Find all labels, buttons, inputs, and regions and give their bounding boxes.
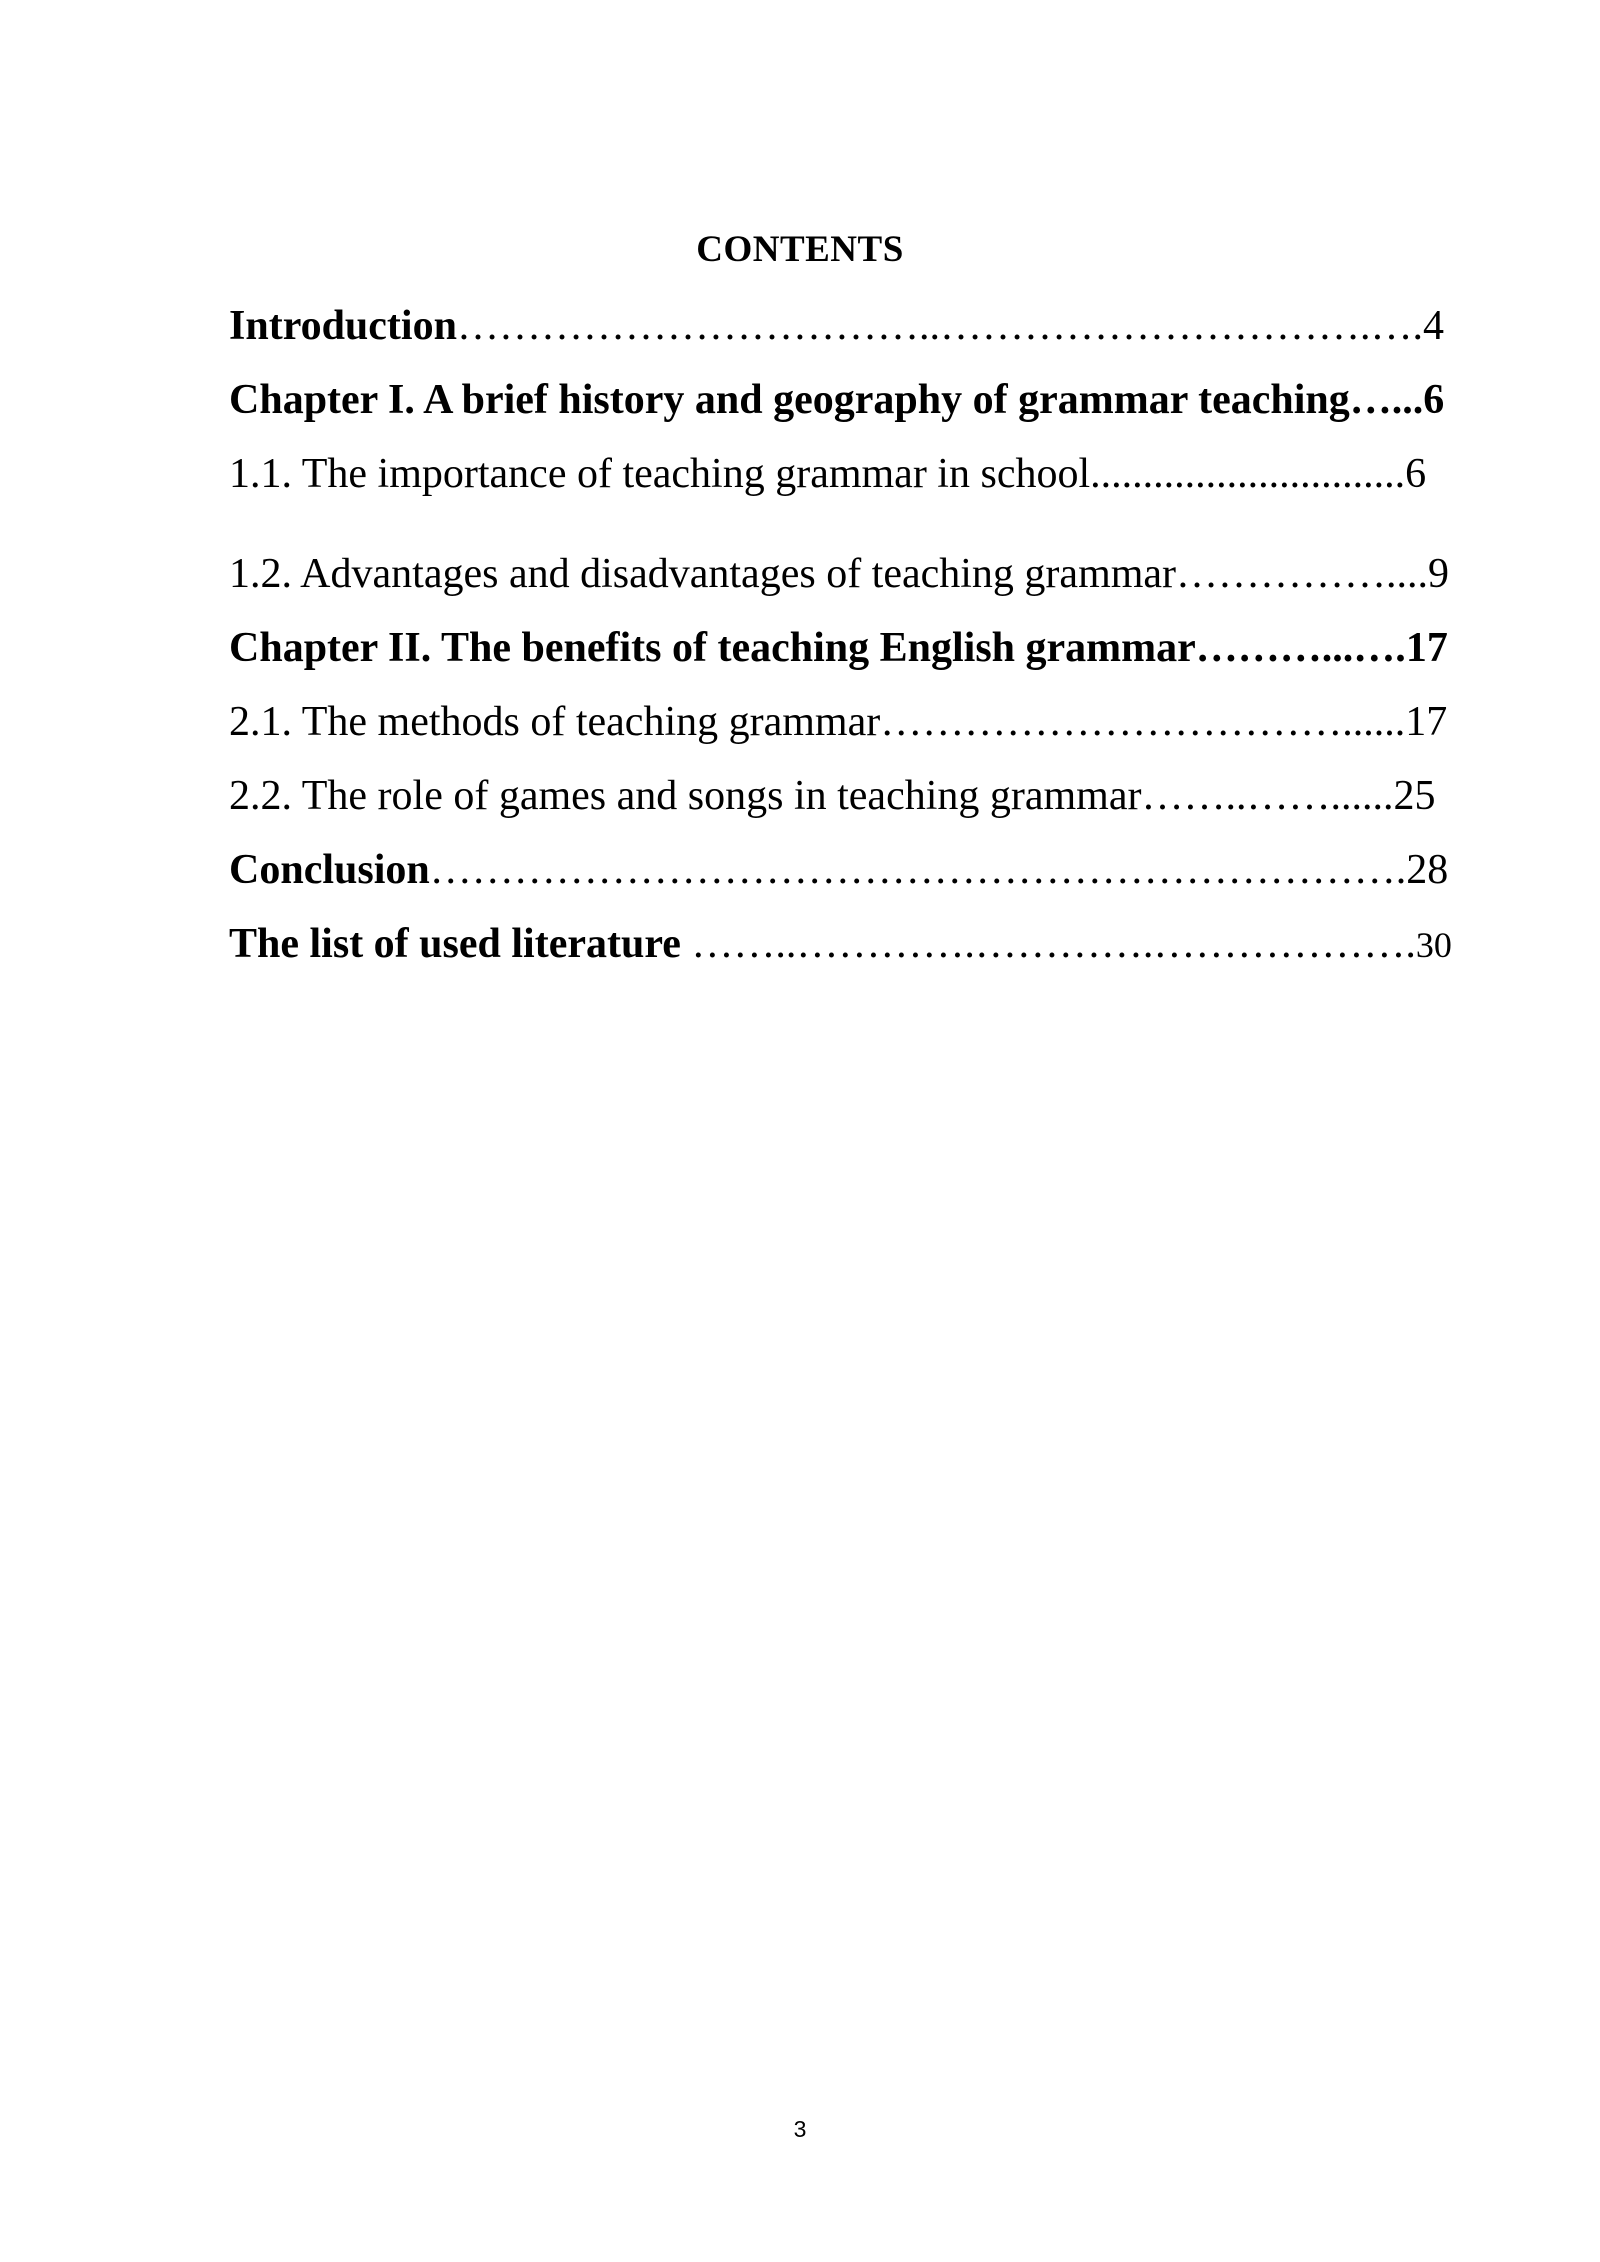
toc-entry-text: Chapter II. The benefits of teaching English grammar………...….17	[229, 625, 1448, 671]
toc-entry-text: 2.2. The role of games and songs in teaching grammar……..……......25	[229, 773, 1436, 819]
toc-entry-page-number: 4	[1422, 303, 1444, 349]
toc-entry-text: 2.1. The methods of teaching grammar……………………………......17	[229, 699, 1448, 745]
toc-entry-text: Chapter I. A brief history and geography of grammar teaching…...6	[229, 377, 1445, 423]
toc-entry-text: 1.1. The importance of teaching grammar in school..............................6	[229, 451, 1427, 497]
toc-entry-title: Conclusion	[229, 847, 430, 893]
toc-entry-text	[229, 847, 1448, 893]
toc-entry-introduction[interactable]	[229, 300, 1486, 352]
toc-entry-title: The list of used literature	[229, 921, 681, 967]
toc-entry-section-2-1[interactable]	[229, 696, 1486, 748]
toc-entry-page-number: 25	[1393, 773, 1436, 819]
toc-entry-page-number: 28	[1406, 847, 1449, 893]
toc-entry-page-number: 17	[1405, 699, 1448, 745]
toc-entry-text	[229, 921, 1452, 967]
toc-entry-page-number: 6	[1423, 377, 1445, 423]
toc-entry-chapter-2[interactable]	[229, 622, 1486, 674]
toc-entry-text: 1.2. Advantages and disadvantages of teaching grammar……………....9	[229, 551, 1450, 597]
toc-entry-chapter-1[interactable]	[229, 374, 1486, 426]
toc-entry-section-1-1[interactable]	[229, 448, 1486, 500]
toc-entry-page-number: 17	[1405, 625, 1448, 671]
toc-entry-section-1-2[interactable]	[229, 548, 1486, 600]
toc-entry-literature[interactable]	[229, 918, 1486, 970]
toc-entry-page-number: 30	[1415, 925, 1452, 965]
toc-entry-page-number: 6	[1405, 451, 1427, 497]
toc-entry-leader: ……..………….………….……………….	[680, 921, 1416, 967]
page-number: 3	[793, 2116, 807, 2142]
toc-entry-title: Introduction	[229, 303, 457, 349]
contents-heading: CONTENTS	[696, 229, 904, 270]
toc-entry-text	[229, 303, 1444, 349]
toc-entry-leader: …………………………………………………………….	[429, 847, 1407, 893]
toc-entry-section-2-2[interactable]	[229, 770, 1486, 822]
toc-entry-conclusion[interactable]	[229, 844, 1486, 896]
toc-entry-leader: ……………………………..………………………….….	[456, 303, 1423, 349]
toc-entry-page-number: 9	[1428, 551, 1450, 597]
